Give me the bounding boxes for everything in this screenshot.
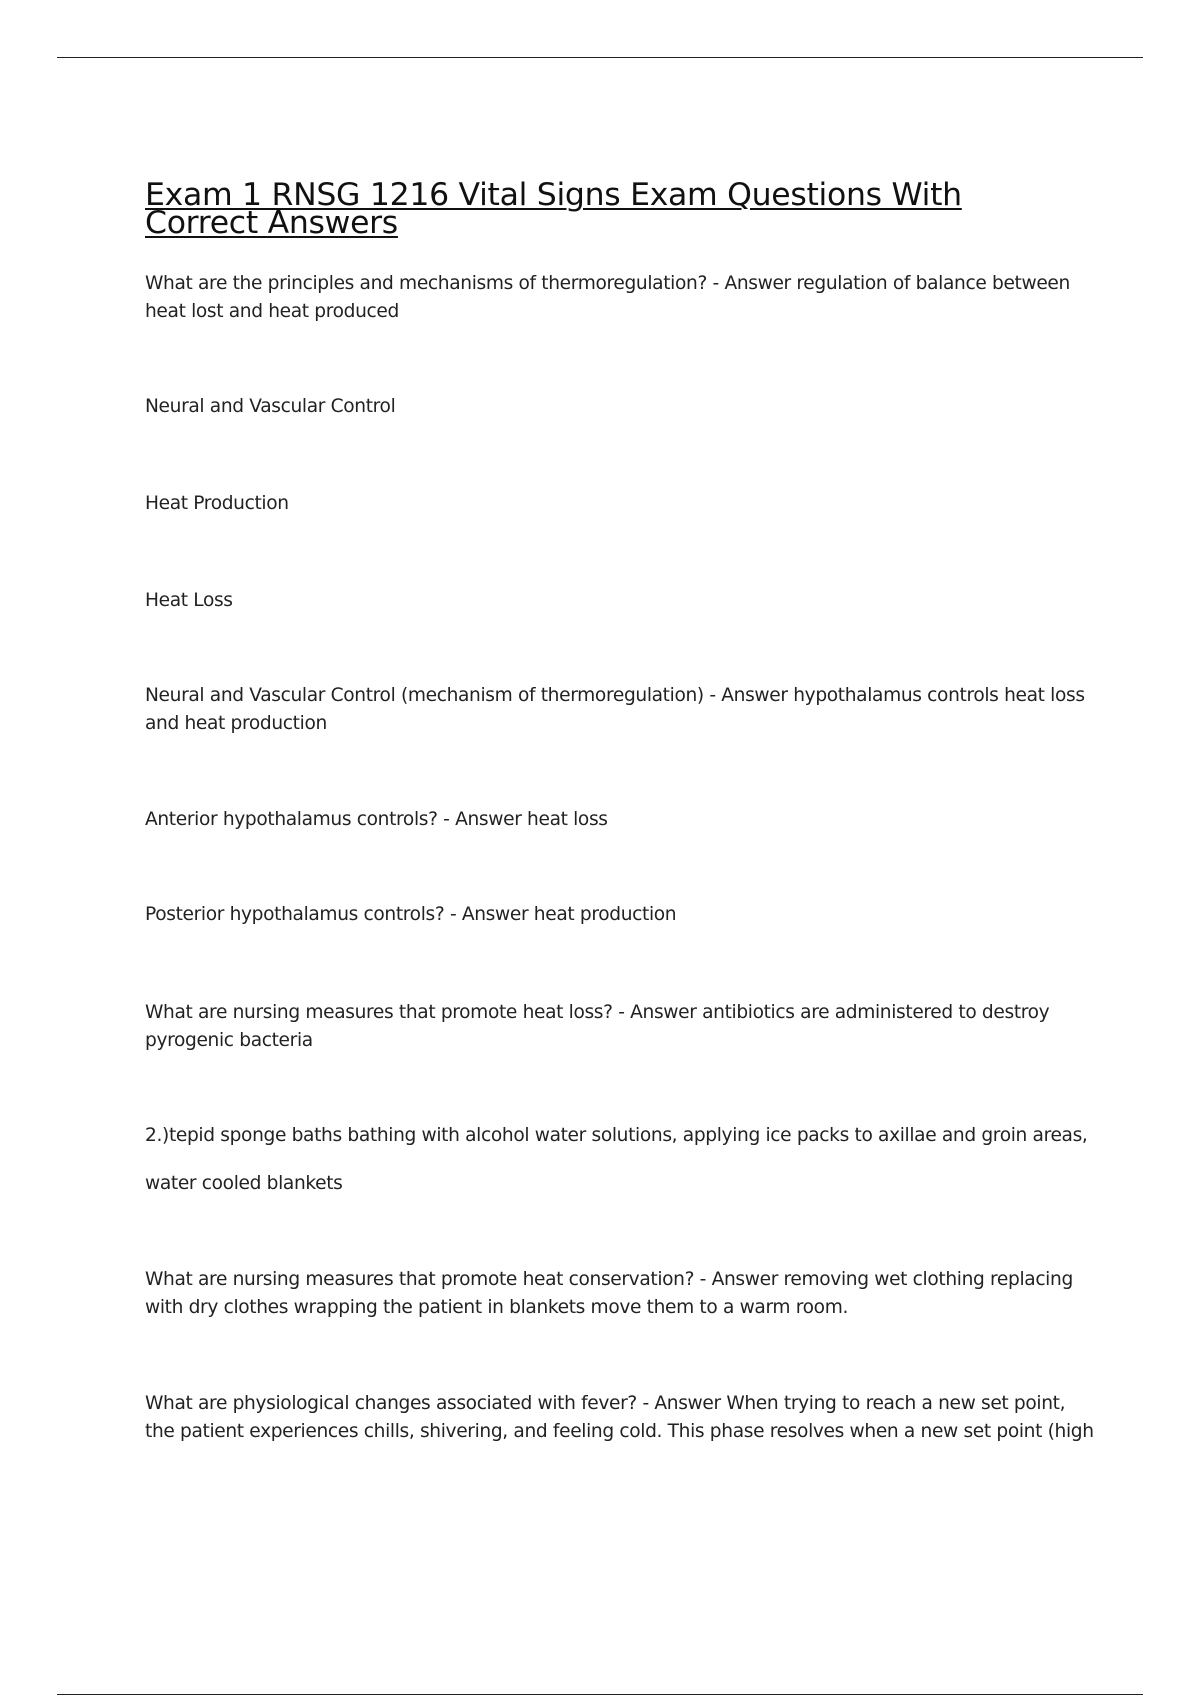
document-title: [145, 177, 1045, 241]
paragraph-neural-vascular-control: Neural and Vascular Control: [145, 396, 396, 417]
paragraph-heat-production: Heat Production: [145, 493, 289, 514]
title-line-1: Exam 1 RNSG 1216 Vital Signs Exam Questions With: [145, 177, 962, 213]
title-line-2: Correct Answers: [145, 205, 398, 241]
top-rule: [57, 57, 1143, 58]
paragraph-posterior-hypothalamus: Posterior hypothalamus controls? - Answer heat production: [145, 904, 677, 925]
bottom-rule: [57, 1694, 1143, 1695]
paragraph-heat-loss-measures: What are nursing measures that promote heat loss? - Answer antibiotics are administered to destroy pyrogenic bacteria: [145, 1002, 1050, 1051]
paragraph-heat-conservation-measures: What are nursing measures that promote heat conservation? - Answer removing wet clothing replacing with dry clothes wrapping the patient in blankets move them to a warm room.: [145, 1269, 1073, 1318]
paragraph-neural-vascular-mechanism: Neural and Vascular Control (mechanism of thermoregulation) - Answer hypothalamus controls heat loss and heat production: [145, 685, 1085, 734]
paragraph-tepid-sponge-baths: 2.)tepid sponge baths bathing with alcohol water solutions, applying ice packs to axillae and groin areas,: [145, 1125, 1088, 1146]
paragraph-anterior-hypothalamus: Anterior hypothalamus controls? - Answer heat loss: [145, 809, 608, 830]
paragraph-thermoregulation-question: What are the principles and mechanisms of thermoregulation? - Answer regulation of balance between heat lost and heat produced: [145, 273, 1070, 322]
paragraph-heat-loss: Heat Loss: [145, 590, 233, 611]
paragraph-water-cooled-blankets: water cooled blankets: [145, 1173, 343, 1194]
paragraph-fever-changes: What are physiological changes associated with fever? - Answer When trying to reach a new set point, the patient experiences chills, shivering, and feeling cold. This phase resolves when a new set point (high: [145, 1393, 1094, 1442]
